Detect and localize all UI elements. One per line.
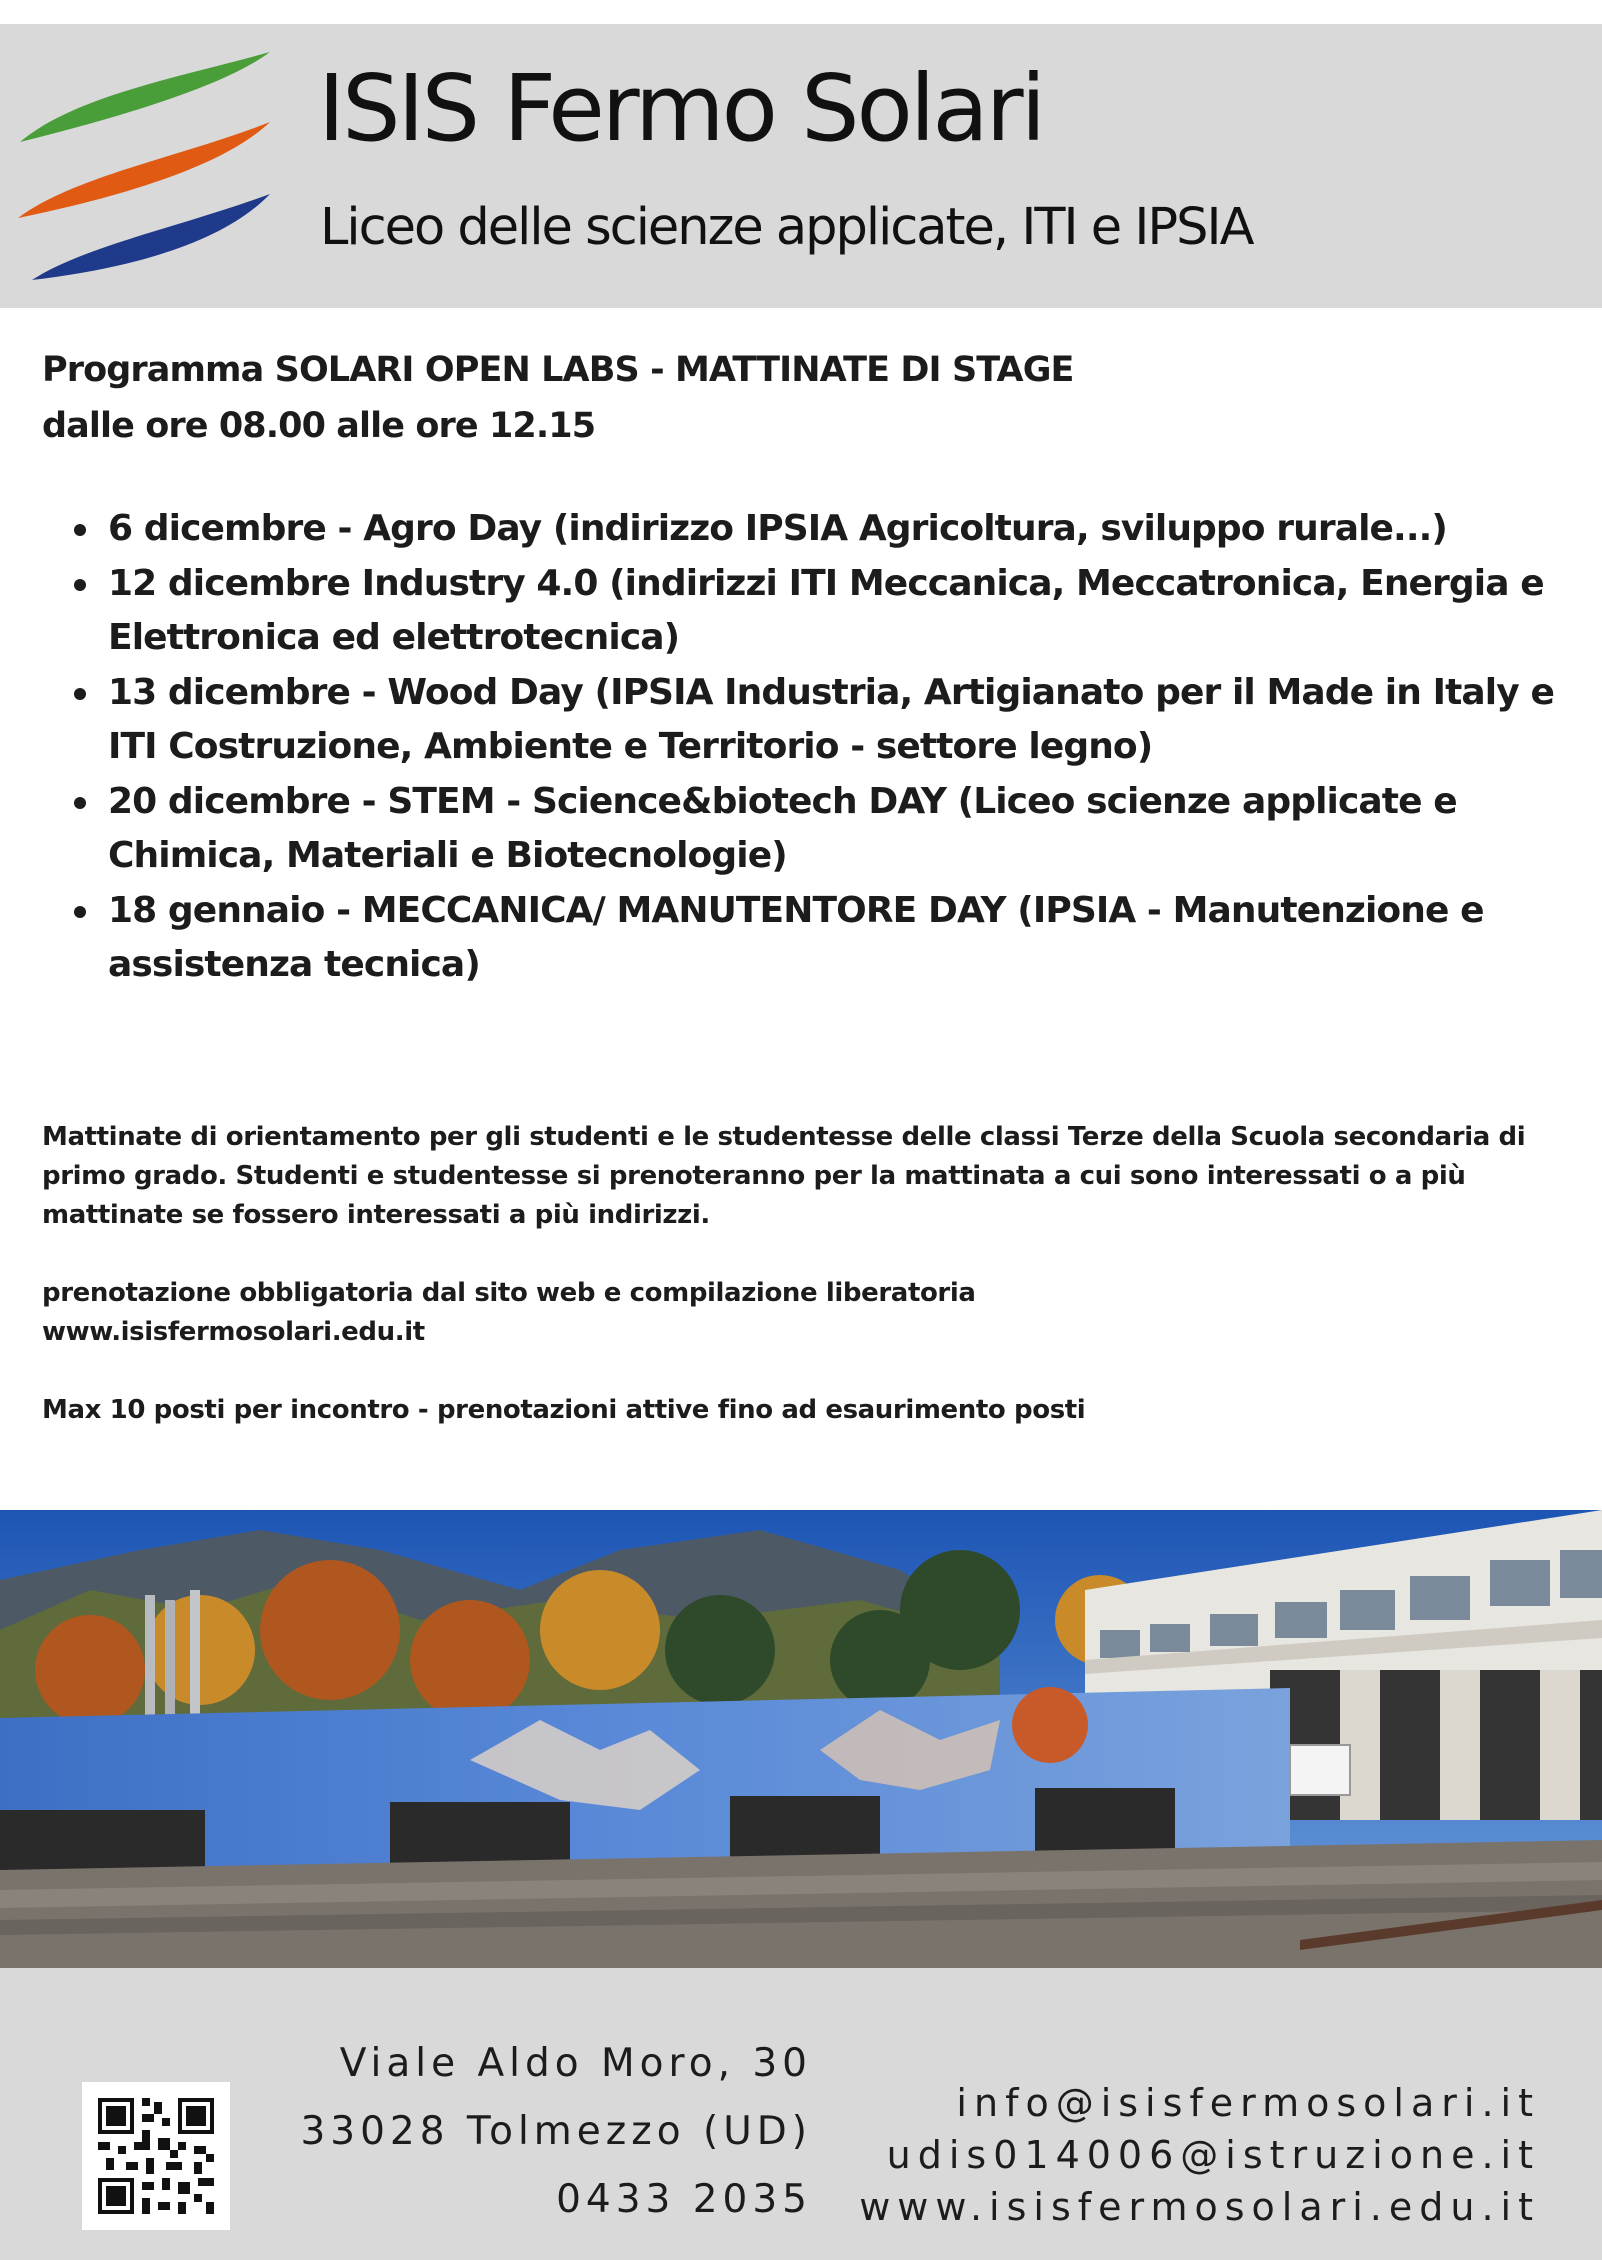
event-text: 20 dicembre - STEM - Science&biotech DAY (Liceo scienze applicate e Chimica, Materiali e Biotecnologie) (108, 780, 1457, 876)
bullet-icon (74, 906, 86, 918)
booking-url[interactable]: www.isisfermosolari.edu.it (42, 1317, 425, 1347)
event-item (42, 775, 1572, 884)
event-item (42, 884, 1572, 993)
school-subtitle: Liceo delle scienze applicate, ITI e IPSIA (320, 198, 1253, 257)
info-block (42, 1118, 1582, 1430)
email-istruzione[interactable]: udis014006@istruzione.it (886, 2133, 1540, 2177)
program-title-line: Programma SOLARI OPEN LABS - MATTINATE DI STAGE (42, 350, 1074, 390)
program-title (42, 342, 1074, 454)
contacts-block (859, 2077, 1540, 2233)
bullet-icon (74, 797, 86, 809)
bullet-icon (74, 688, 86, 700)
bullet-icon (74, 524, 86, 536)
school-logo (14, 46, 274, 286)
event-text: 12 dicembre Industry 4.0 (indirizzi ITI Meccanica, Meccatronica, Energia e Elettronica ed elettrotecnica) (108, 562, 1544, 658)
logo-orange-stripe (18, 122, 270, 218)
school-name: ISIS Fermo Solari (318, 55, 1044, 162)
event-item (42, 557, 1572, 666)
event-text: 13 dicembre - Wood Day (IPSIA Industria, Artigianato per il Made in Italy e ITI Costruzione, Ambiente e Territorio - settore legno) (108, 671, 1554, 767)
qr-code-icon[interactable] (82, 2082, 230, 2230)
logo-green-stripe (20, 52, 270, 142)
event-item (42, 666, 1572, 775)
school-photo (0, 1510, 1602, 1968)
events-list (42, 502, 1572, 993)
event-item (42, 502, 1572, 557)
places-limit: Max 10 posti per incontro - prenotazioni attive fino ad esaurimento posti (42, 1395, 1086, 1425)
bullet-icon (74, 579, 86, 591)
event-text: 18 gennaio - MECCANICA/ MANUTENTORE DAY (IPSIA - Manutenzione e assistenza tecnica) (108, 889, 1484, 985)
address-block (300, 2030, 812, 2234)
email-info[interactable]: info@isisfermosolari.it (956, 2081, 1540, 2125)
address-street: Viale Aldo Moro, 30 (339, 2041, 812, 2086)
booking-line: prenotazione obbligatoria dal sito web e compilazione liberatoria (42, 1278, 976, 1308)
phone-number: 0433 2035 (556, 2177, 812, 2222)
event-text: 6 dicembre - Agro Day (indirizzo IPSIA Agricoltura, sviluppo rurale...) (108, 508, 1447, 549)
info-description: Mattinate di orientamento per gli studenti e le studentesse delle classi Terze della Scuola secondaria di primo grado. Studenti e studentesse si prenoteranno per la mattinata a cui sono interessati o a più mattinate se fossero interessati a più indirizzi. (42, 1122, 1526, 1230)
website-link[interactable]: www.isisfermosolari.edu.it (859, 2185, 1540, 2229)
address-city: 33028 Tolmezzo (UD) (300, 2109, 812, 2154)
program-time-line: dalle ore 08.00 alle ore 12.15 (42, 406, 596, 446)
